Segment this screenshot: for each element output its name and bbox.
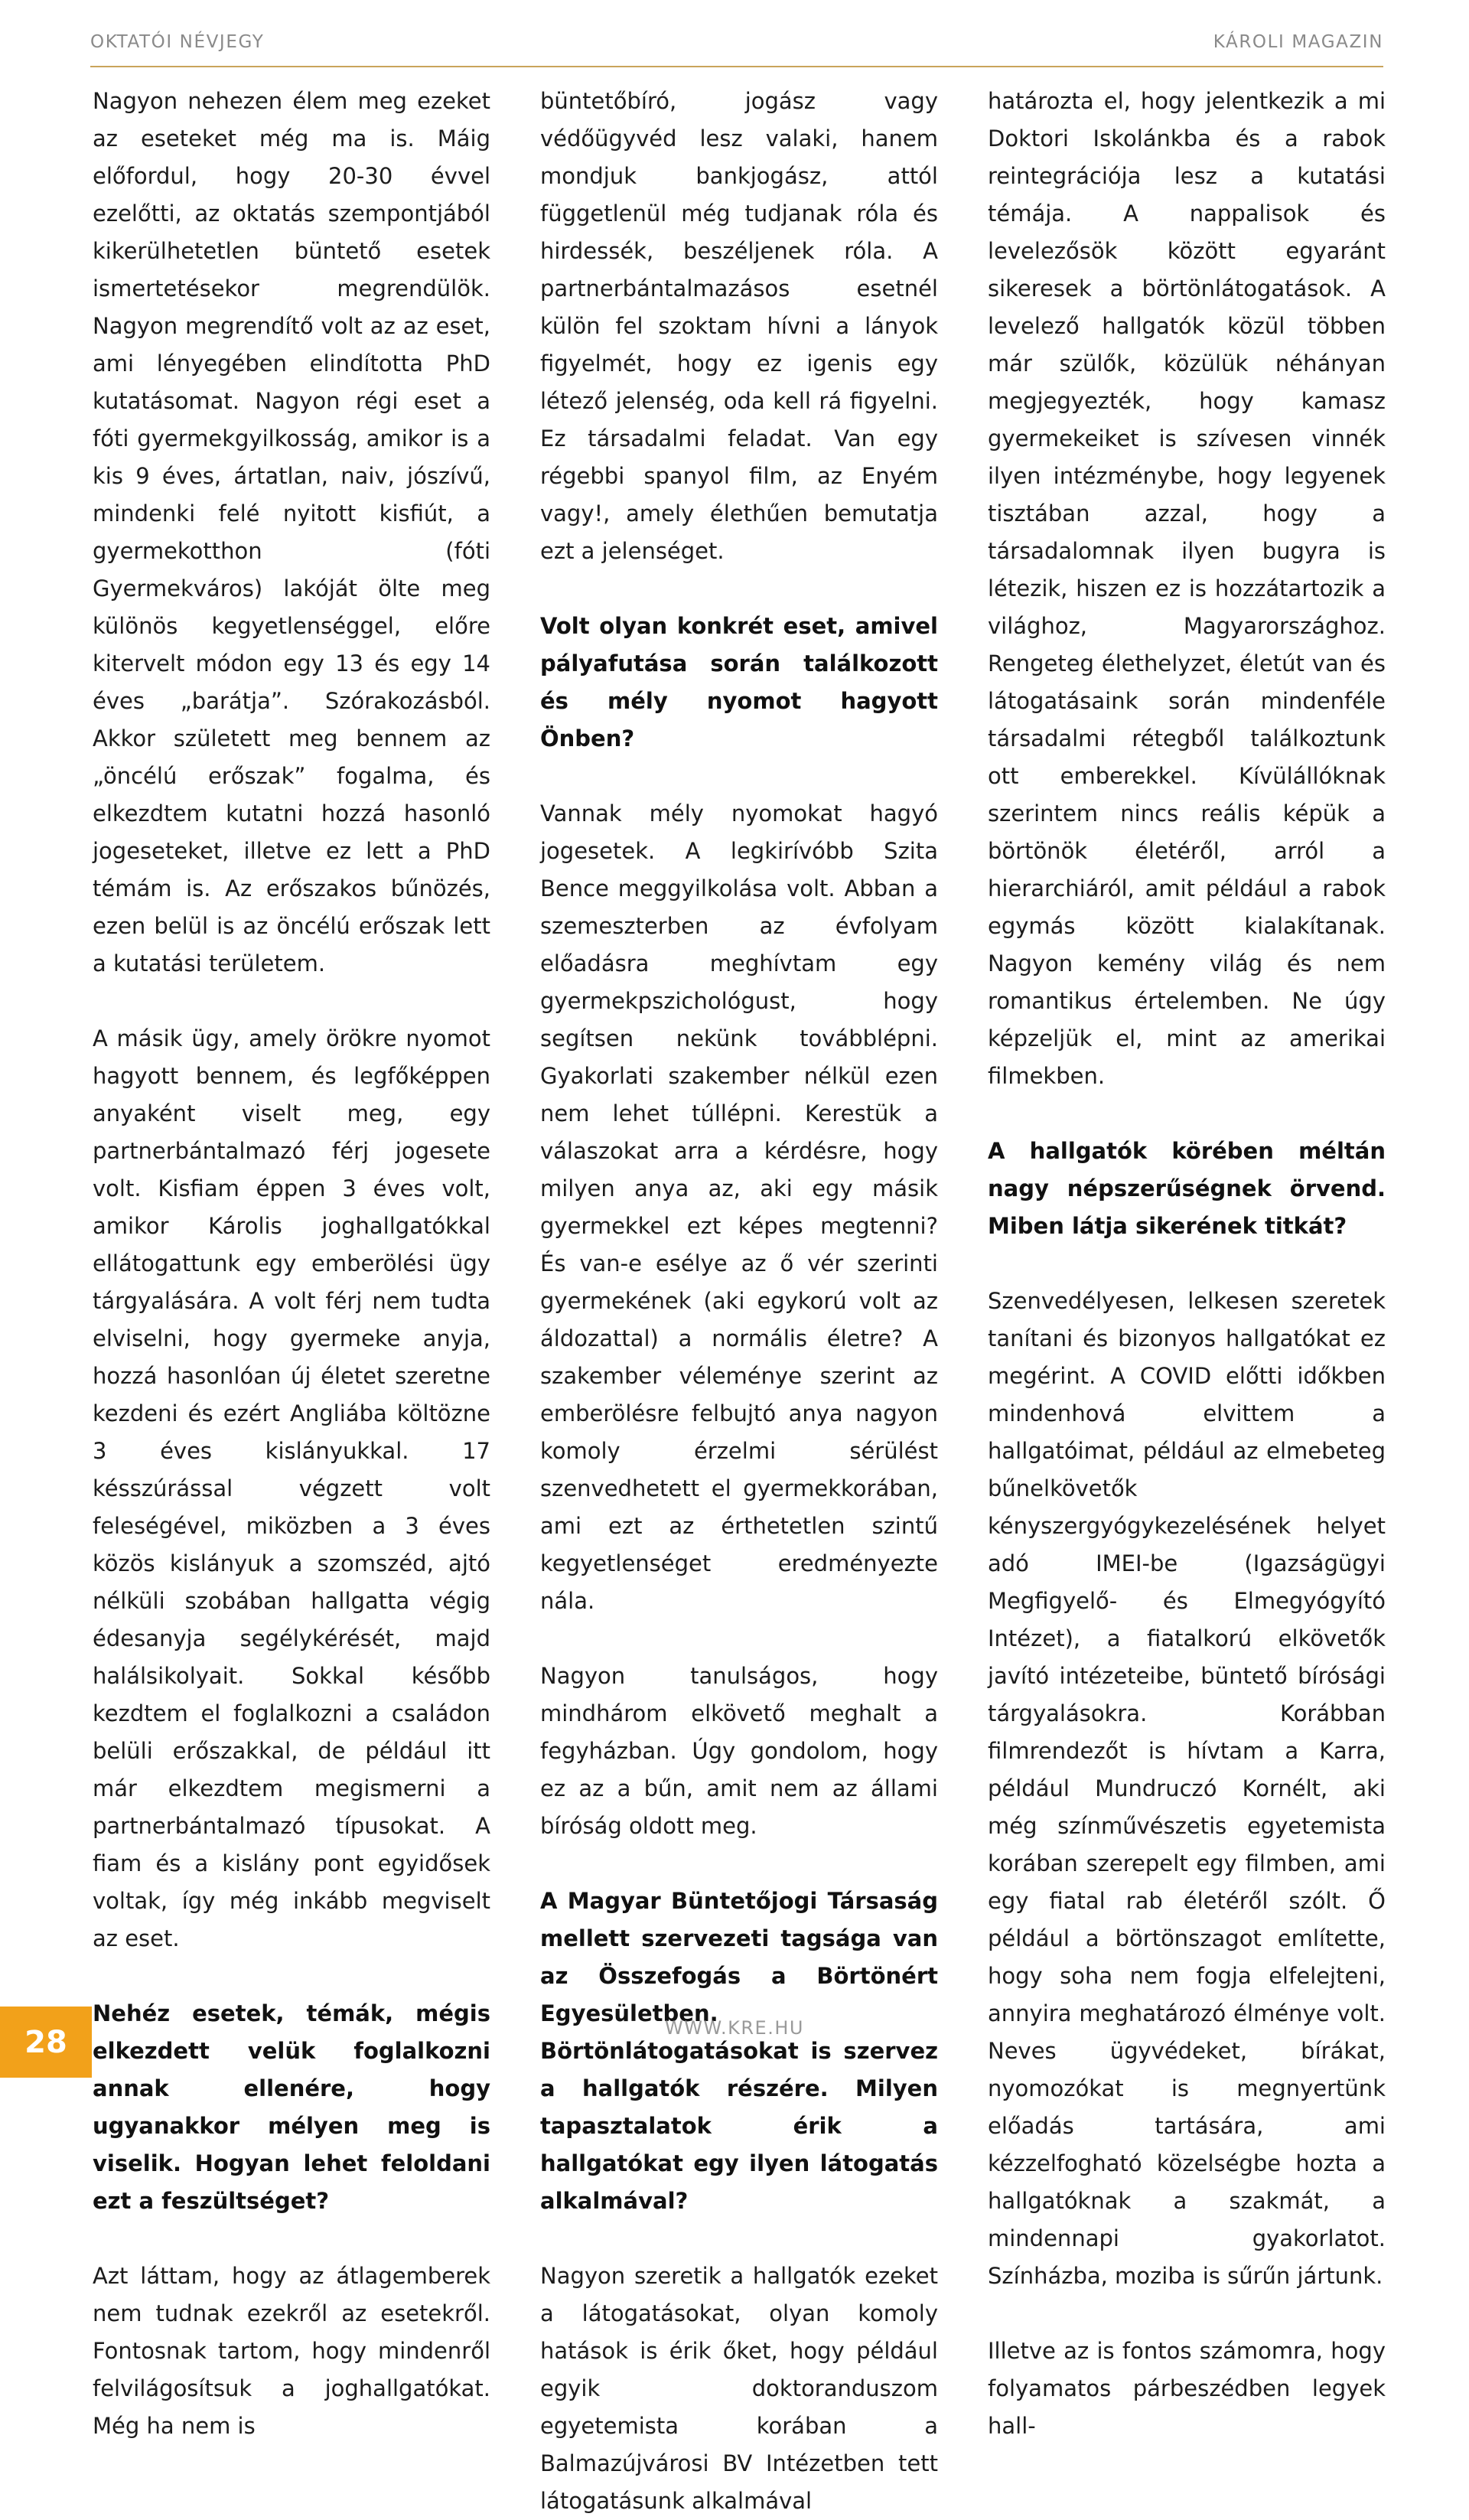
column-3 [988,83,1386,2445]
column-2 [540,83,938,2520]
interview-question: A Magyar Büntetőjogi Társaság mellett szervezeti tagsága van az Összefogás a Börtönért Egyesületben. Börtönlátogatásokat is szervez a hallgatók részére. Milyen tapasztalatok érik a hallgatókat egy ilyen látogatás alkalmával? [540,1888,938,2214]
paragraph: Illetve az is fontos számomra, hogy folyamatos párbeszédben legyek hall- [988,2338,1386,2439]
interview-question: A hallgatók körében méltán nagy népszerűségnek örvend. Miben látja sikerének titkát? [988,1138,1386,1239]
paragraph: Azt láttam, hogy az átlagemberek nem tudnak ezekről az esetekről. Fontosnak tartom, hogy mindenről felvilágosítsuk a joghallgatókat. Még ha nem is [93,2263,490,2439]
magazine-title: KÁROLI MAGAZIN [1213,32,1383,52]
paragraph: A másik ügy, amely örökre nyomot hagyott bennem, és legfőképpen anyaként viselt meg, egy partnerbántalmazó férj jogesete volt. Kisfiam éppen 3 éves volt, amikor Károlis joghallgatókkal ellátogattunk egy emberölési ügy tárgyalására. A volt férj nem tudta elviselni, hogy gyermeke anyja, hozzá hasonlóan új életet szeretne kezdeni és ezért Angliába költözne 3 éves kislányukkal. 17 késszúrással végzett volt feleségével, miközben a 3 éves közös kislányuk a szomszéd, ajtó nélküli szobában hallgatta végig édesanyja segélykérését, majd halálsikolyait. Sokkal később kezdtem el foglalkozni a családon belüli erőszakkal, de például itt már elkezdtem megismerni a partnerbántalmazó típusokat. A fiam és a kislány pont egyidősek voltak, így még inkább megviselt az eset. [93,1025,490,1951]
paragraph: büntetőbíró, jogász vagy védőügyvéd lesz valaki, hanem mondjuk bankjogász, attól függetlenül még tudjanak róla és hirdessék, beszéljenek róla. A partnerbántalmazásos esetnél külön fel szoktam hívni a lányok figyelmét, hogy ez igenis egy létező jelenség, oda kell rá figyelni. Ez társadalmi feladat. Van egy régebbi spanyol film, az Enyém vagy!, amely élethűen bemutatja ezt a jelenséget. [540,88,938,564]
paragraph: Nagyon nehezen élem meg ezeket az eseteket még ma is. Máig előfordul, hogy 20-30 évvel ezelőtti, az oktatás szempontjából kikerülhetetlen büntető esetek ismertetésekor megrendülök. Nagyon megrendítő volt az az eset, ami lényegében elindította PhD kutatásomat. Nagyon régi eset a fóti gyermekgyilkosság, amikor is a kis 9 éves, ártatlan, naiv, jószívű, mindenki felé nyitott kisfiút, a gyermekotthon (fóti Gyermekváros) lakóját ölte meg különös kegyetlenséggel, előre kitervelt módon egy 13 és egy 14 éves „barátja”. Szórakozásból. Akkor született meg bennem az „öncélú erőszak” fogalma, és elkezdtem kutatni hozzá hasonló jogeseteket, illetve ez lett a PhD témám is. Az erőszakos bűnözés, ezen belül is az öncélú erőszak lett a kutatási területem. [93,88,490,976]
paragraph: Szenvedélyesen, lelkesen szeretek tanítani és bizonyos hallgatókat ez megérint. A COVID előtti időkben mindenhová elvittem a hallgatóimat, például az elmebeteg bűnelkövetők kényszergyógykezelésének helyet adó IMEI-be (Igazságügyi Megfigyelő- és Elmegyógyító Intézet), a fiatalkorú elkövetők javító intézeteibe, büntető bírósági tárgyalásokra. Korábban filmrendezőt is hívtam a Karra, például Mundruczó Kornélt, aki még színművészetis egyetemista korában szerepelt egy filmben, ami egy fiatal rab életéről szólt. Ő például a börtönszagot említette, hogy soha nem fogja elfelejteni, annyira meghatározó élménye volt. Neves ügyvédeket, bírákat, nyomozókat is megnyertünk előadás tartására, ami kézzelfogható közelségbe hozta a hallgatóknak a szakmát, a mindennapi gyakorlatot. Színházba, moziba is sűrűn jártunk. [988,1288,1386,2289]
interview-question: Volt olyan konkrét eset, amivel pályafutása során találkozott és mély nyomot hagyott Önben? [540,613,938,751]
paragraph: határozta el, hogy jelentkezik a mi Doktori Iskolánkba és a rabok reintegrációja lesz a kutatási témája. A nappalisok és levelezősök között egyaránt sikeresek a börtönlátogatások. A levelező hallgatók közül többen már szülők, közülük néhányan megjegyezték, hogy kamasz gyermekeiket is szívesen vinnék ilyen intézménybe, hogy legyenek tisztában azzal, hogy a társadalomnak ilyen bugyra is létezik, hiszen ez is hozzátartozik a világhoz, Magyarországhoz. Rengeteg élethelyzet, életút van és látogatásaink során mindenféle társadalmi rétegből találkoztunk ott emberekkel. Kívülállóknak szerintem nincs reális képük a börtönök életéről, arról a hierarchiáról, amit például a rabok egymás között kialakítanak. Nagyon kemény világ és nem romantikus értelemben. Ne úgy képzeljük el, mint az amerikai filmekben. [988,88,1386,1089]
page-number-box [0,2007,92,2078]
website-url: WWW.KRE.HU [665,2017,804,2039]
header-divider [90,66,1383,67]
paragraph: Nagyon tanulságos, hogy mindhárom elkövető meghalt a fegyházban. Úgy gondolom, hogy ez az a bűn, amit nem az állami bíróság oldott meg. [540,1663,938,1839]
column-1 [93,83,490,2445]
section-label: OKTATÓI NÉVJEGY [90,32,265,52]
page-header [0,0,1469,69]
paragraph: Nagyon szeretik a hallgatók ezeket a látogatásokat, olyan komoly hatások is érik őket, hogy például egyik doktoranduszom egyetemista korában a Balmazújvárosi BV Intézetben tett látogatásunk alkalmával [540,2263,938,2514]
paragraph: Vannak mély nyomokat hagyó jogesetek. A legkirívóbb Szita Bence meggyilkolása volt. Abban a szemeszterben az évfolyam előadásra meghívtam egy gyermekpszichológust, hogy segítsen nekünk továbblépni. Gyakorlati szakember nélkül ezen nem lehet túllépni. Kerestük a válaszokat arra a kérdésre, hogy milyen anya az, aki egy másik gyermekkel ezt képes megtenni? És van-e esélye az ő vér szerinti gyermekének (aki egykorú volt az áldozattal) a normális életre? A szakember véleménye szerint az emberölésre felbujtó anya nagyon komoly érzelmi sérülést szenvedhetett el gyermekkorában, ami ezt az érthetetlen szintű kegyetlenséget eredményezte nála. [540,800,938,1614]
interview-question: Nehéz esetek, témák, mégis elkezdett velük foglalkozni annak ellenére, hogy ugyanakkor mélyen meg is viselik. Hogyan lehet feloldani ezt a feszültséget? [93,2000,490,2214]
page-number: 28 [24,2024,67,2060]
